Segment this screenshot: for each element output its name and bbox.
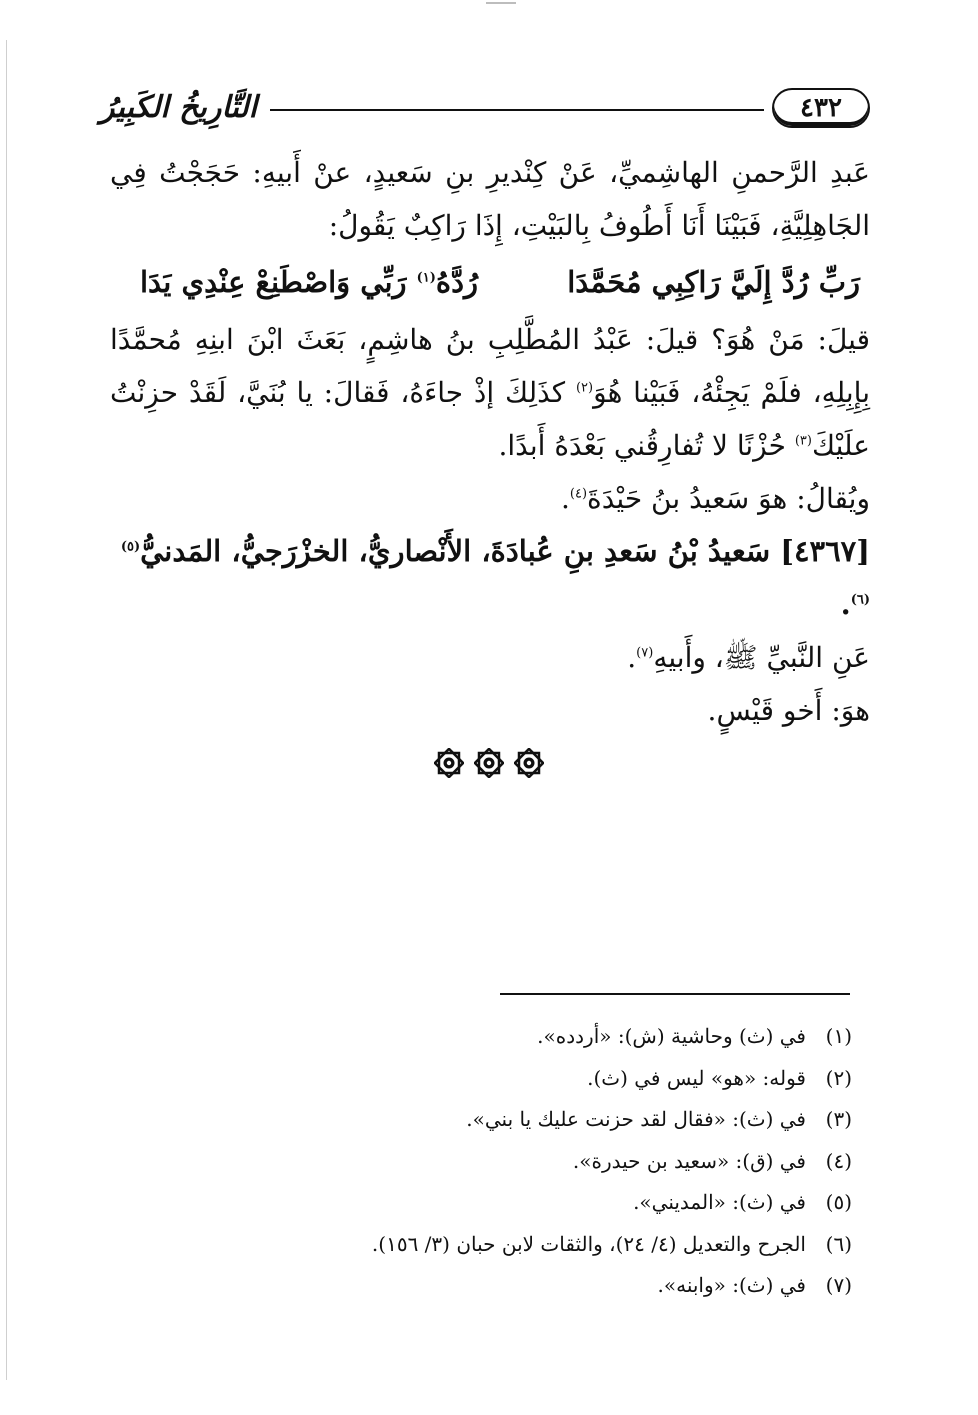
paragraph-4-text: عَنِ النَّبيِّ ﷺ، وأَبيهِ xyxy=(653,641,870,674)
main-text xyxy=(110,146,870,737)
paragraph-2 xyxy=(110,313,870,472)
footnote-2 xyxy=(300,1058,852,1100)
footnote-ref-4: (٤) xyxy=(569,486,588,502)
scan-mark xyxy=(486,2,516,4)
paragraph-1: عَبدِ الرَّحمنِ الهاشِميِّ، عَنْ كِنْديرِ بنِ سَعيدٍ، عنْ أَبيهِ: حَجَجْتُ فِي الجَاهِلِيَّةِ، فَبَيْنَا أَنَا أَطُوفُ بِالبَيْتِ، إِذَا رَاكِبٌ يَقُولُ: xyxy=(110,156,870,242)
footnote-text: قوله: «هو» ليس في (ث). xyxy=(587,1065,806,1090)
footnotes xyxy=(300,1016,852,1307)
paragraph-3-end: . xyxy=(560,482,570,515)
footnote-ref-5-6: (٥)(٦) xyxy=(120,539,870,608)
footnote-number: (٢) xyxy=(825,1065,852,1090)
ornament-icon xyxy=(514,748,544,778)
entry-heading-text: [٤٣٦٧] سَعيدُ بْنُ سَعدِ بنِ عُبادَةَ، الأَنْصاريُّ، الخزْرَجيُّ، المَدنيُّ xyxy=(140,534,870,568)
footnote-3 xyxy=(300,1099,852,1141)
footnote-1 xyxy=(300,1016,852,1058)
footnote-number: (٣) xyxy=(825,1107,852,1131)
running-title: التَّارِيخُ الكَبِيرُ xyxy=(100,90,258,125)
ornament-icon xyxy=(474,748,504,778)
footnote-text: في (ث): «فقال لقد حزنت عليك يا بني». xyxy=(466,1107,806,1131)
verse-word: رُدَّهُ xyxy=(435,265,479,299)
footnote-7 xyxy=(300,1265,852,1307)
footnote-6 xyxy=(300,1224,852,1266)
footnote-number: (١) xyxy=(825,1024,852,1048)
paragraph-2-part-c: حُزْنًا لا تُفارِقُني بَعْدَهُ أَبدًا. xyxy=(498,429,795,462)
footnote-ref-2: (٢) xyxy=(575,380,594,396)
footnote-number: (٦) xyxy=(825,1231,852,1256)
verse-hemistich-right: رَبِّ رُدَّ إِلَيَّ رَاكِبِي مُحَمَّدَا xyxy=(567,265,860,299)
paragraph-3 xyxy=(110,472,870,525)
entry-heading-end: . xyxy=(840,587,851,621)
page-number: ٤٣٢ xyxy=(772,88,870,128)
footnote-ref-7: (٧) xyxy=(636,645,654,661)
paragraph-3-text: ويُقالُ: هوَ سَعيدُ بنُ حَيْدَةَ xyxy=(587,482,870,515)
ornament-icon xyxy=(434,748,464,778)
paragraph-4 xyxy=(110,631,870,684)
footnote-ref-3: (٣) xyxy=(794,433,812,449)
biography-entry-heading xyxy=(110,525,870,631)
footnote-separator xyxy=(500,993,850,995)
footnote-ref-1: (١) xyxy=(416,270,436,286)
footnote-text: في (ث): «وابنه». xyxy=(657,1273,806,1297)
paragraph-2-part-a: قيلَ: مَنْ هُوَ؟ قيلَ: عَبْدُ المُطَّلِبِ بنُ هاشِمٍ، بَعَثَ ابْنَ ابنِهِ مُحمَّدًا بِإِبِلِهِ، فلَمْ يَجِئْهُ، فَبَيْنا هُوَ xyxy=(110,323,870,409)
footnote-5 xyxy=(300,1182,852,1224)
poetry-verse xyxy=(110,256,870,309)
footnote-text: في (ق): «سعيد بن حيدرة». xyxy=(572,1148,806,1173)
footnote-number: (٥) xyxy=(825,1190,852,1214)
paragraph-2-part-b: كذَلِكَ إذْ جاءَهُ، فَقالَ: يا بُنَيَّ، لَقَدْ حزِنْتُ علَيْكَ xyxy=(110,376,870,462)
footnote-text: الجرح والتعديل (٤/ ٢٤)، والثقات لابن حبان (٣/ ١٥٦). xyxy=(371,1231,806,1256)
paragraph-4-end: . xyxy=(627,641,637,674)
footnote-number: (٤) xyxy=(825,1148,852,1173)
page-header xyxy=(100,88,870,136)
footnote-text: في (ث): «المديني». xyxy=(633,1190,806,1214)
footnote-4 xyxy=(300,1141,852,1183)
margin-rule xyxy=(6,40,7,1380)
verse-rest: رَبِّي وَاصْطَنِعْ عِنْدِي يَدَا xyxy=(140,265,417,299)
paragraph-5: هوَ: أَخو قَيْسٍ. xyxy=(707,694,870,727)
footnote-number: (٧) xyxy=(825,1273,852,1297)
verse-hemistich-left xyxy=(140,256,478,309)
header-rule xyxy=(270,109,764,111)
footnote-text: في (ث) وحاشية (ش): «أردده». xyxy=(537,1024,806,1048)
section-divider-ornaments xyxy=(0,748,978,778)
